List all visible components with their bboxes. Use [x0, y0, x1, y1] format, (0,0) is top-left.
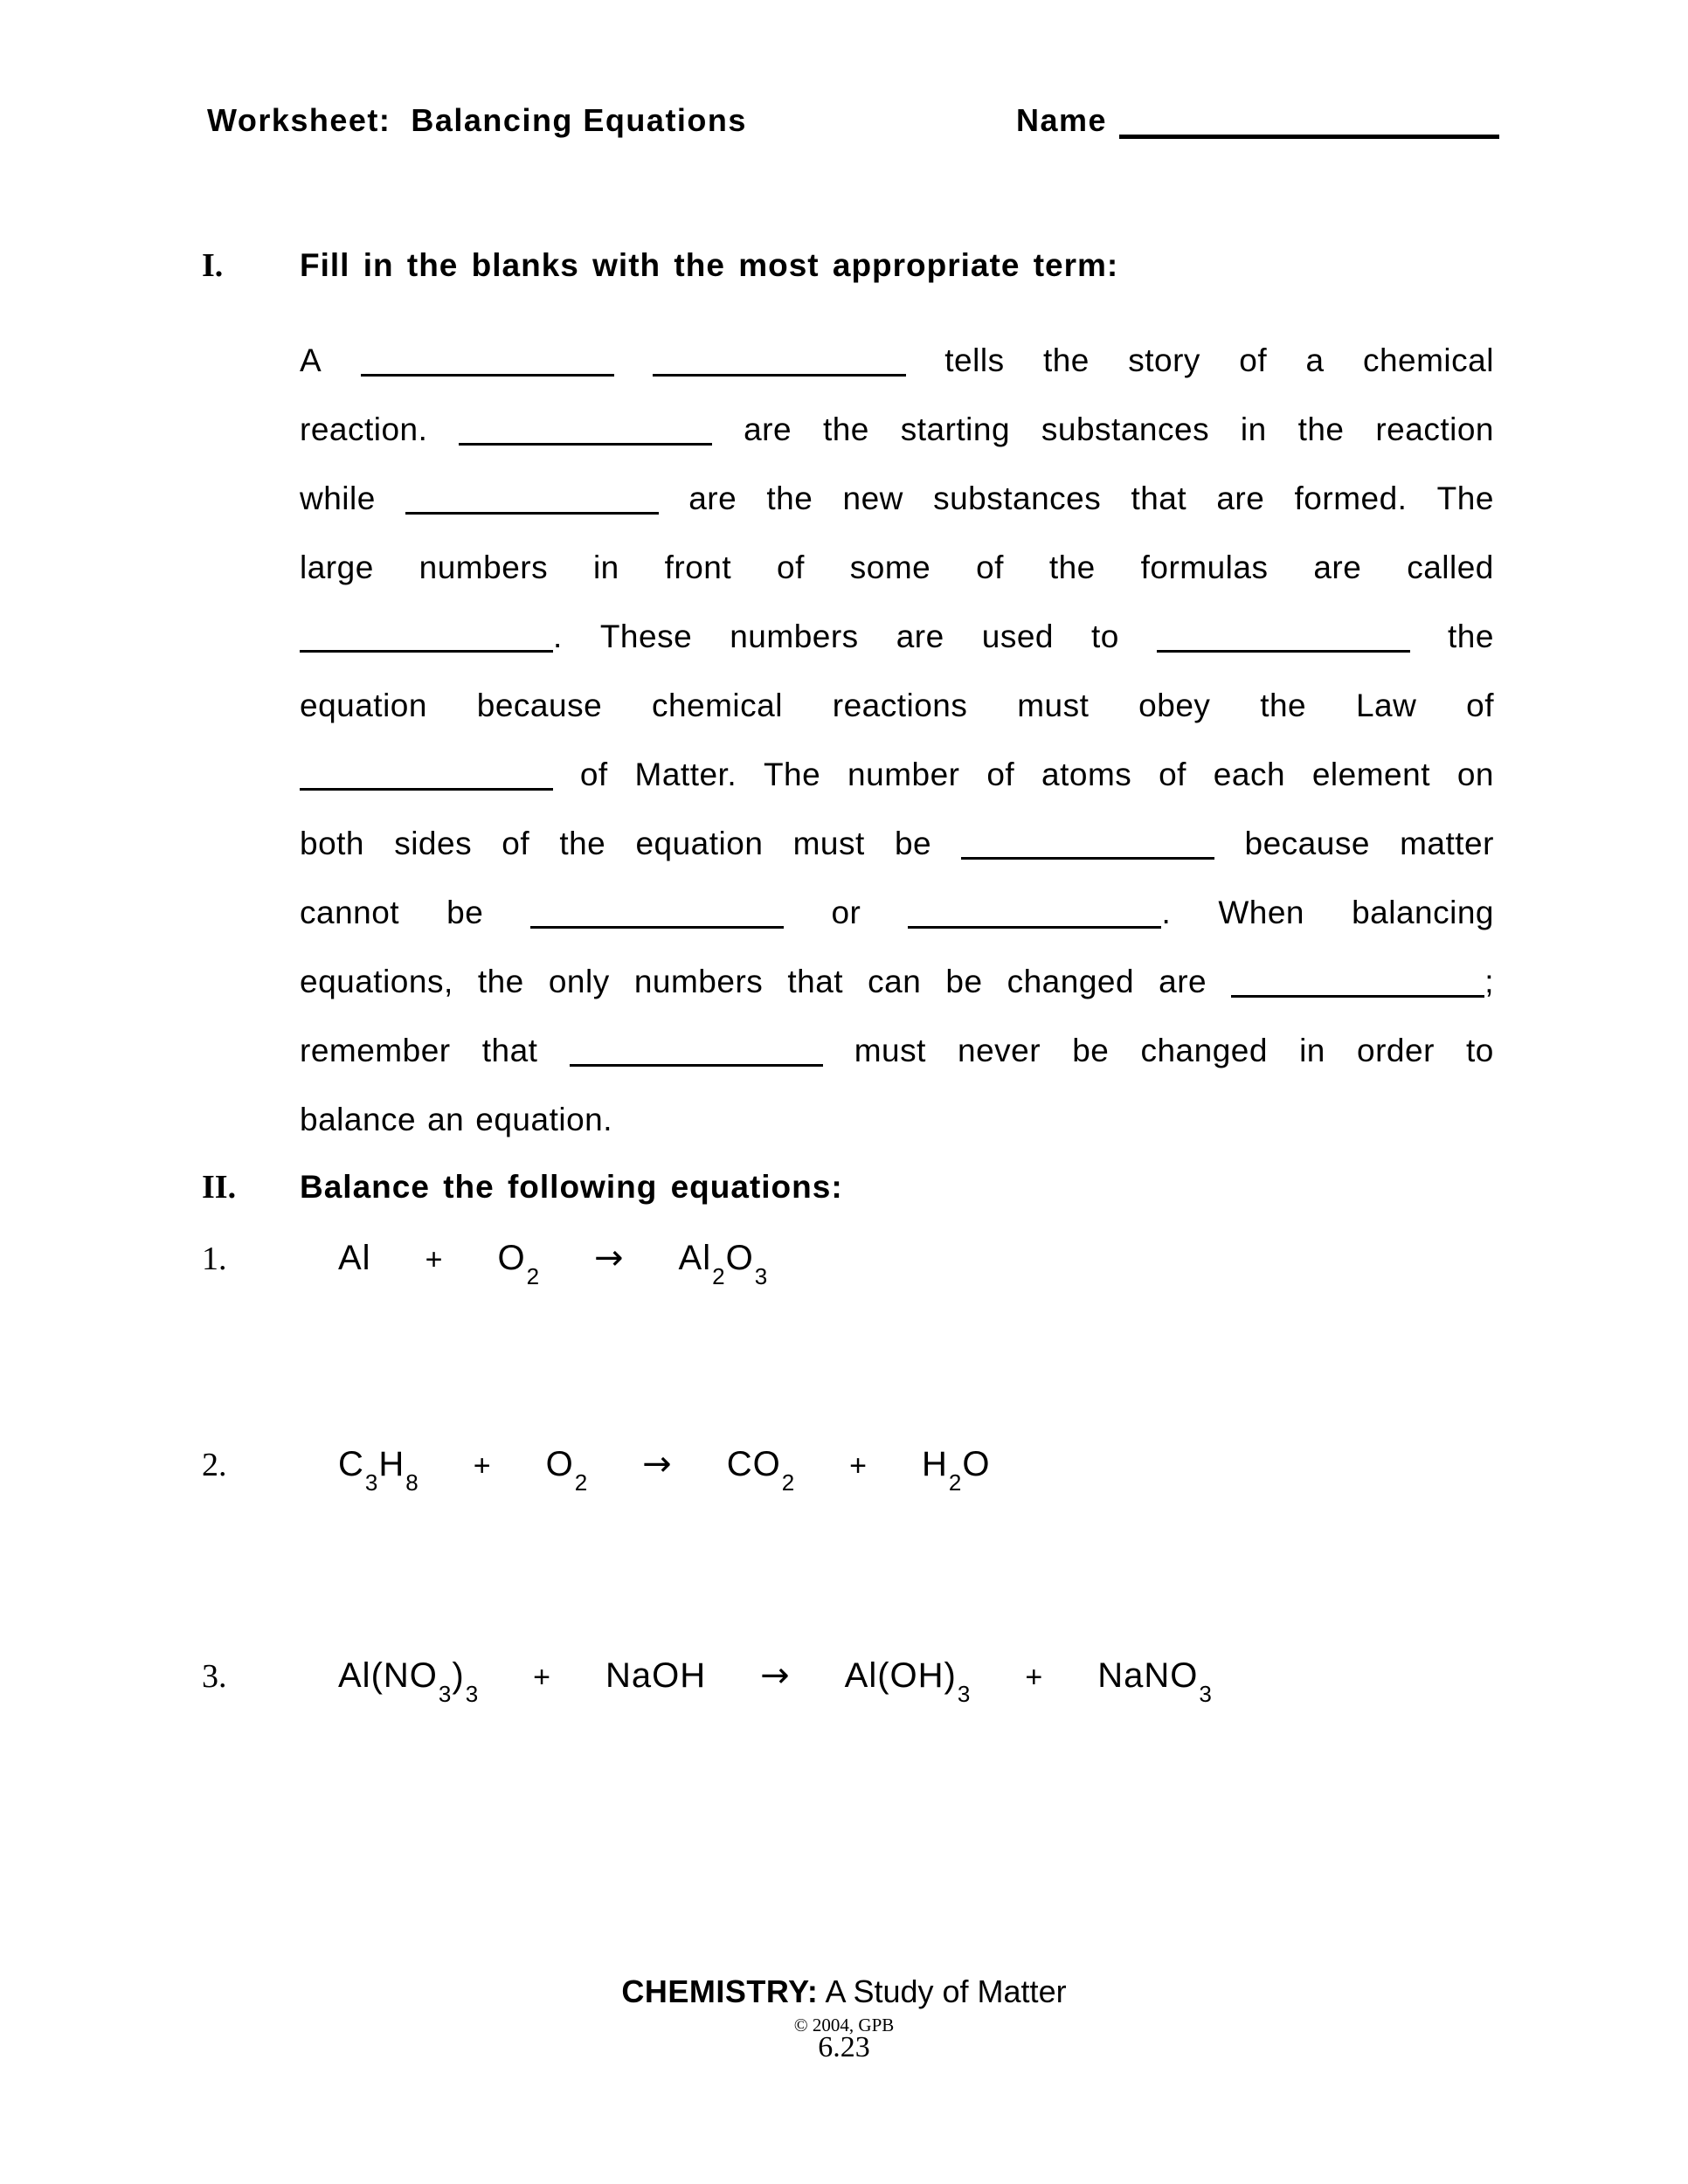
paragraph-line	[300, 1085, 1494, 1154]
word: of	[1466, 688, 1494, 723]
paragraph-line	[300, 464, 1494, 533]
word: that	[1131, 480, 1187, 516]
word: of	[976, 549, 1004, 585]
chem-formula: NaOH	[605, 1656, 707, 1695]
word: can	[868, 964, 922, 999]
equation-number: 1.	[202, 1241, 227, 1277]
word: be	[1072, 1033, 1110, 1068]
fill-in-paragraph	[300, 326, 1494, 1154]
equation-row	[202, 1238, 769, 1289]
word: atoms	[1041, 757, 1132, 792]
word: The	[763, 757, 821, 792]
word: be	[894, 826, 932, 861]
word: equations,	[300, 964, 453, 999]
word: are	[1216, 480, 1265, 516]
word: only	[548, 964, 610, 999]
word: of	[777, 549, 805, 585]
equation-number: 3.	[202, 1658, 227, 1695]
word: changed	[1140, 1033, 1268, 1068]
chem-formula: $Al(NO_3)_3$	[338, 1656, 480, 1707]
blank-field[interactable]	[1231, 995, 1484, 998]
word: numbers	[730, 619, 859, 654]
blank-field[interactable]	[300, 650, 553, 653]
section1-heading-row	[202, 249, 1118, 282]
word: substances	[1041, 411, 1210, 447]
word: the	[1042, 342, 1090, 378]
word: of	[986, 757, 1015, 792]
blank-with-punctuation	[1231, 947, 1494, 1016]
word: in	[592, 549, 619, 585]
blank-field[interactable]	[459, 443, 712, 446]
paragraph-line	[300, 602, 1494, 671]
section2-heading-row	[202, 1171, 843, 1204]
word: the	[477, 964, 524, 999]
name-blank-field[interactable]	[1119, 135, 1499, 139]
punctuation: .	[1161, 895, 1172, 930]
punctuation: .	[553, 619, 563, 654]
word: the	[1260, 688, 1307, 723]
word: chemical	[651, 688, 783, 723]
word: on	[1456, 757, 1494, 792]
word: equation.	[475, 1102, 613, 1137]
word: the	[1048, 549, 1096, 585]
chem-formula: $Al(OH)_3$	[844, 1656, 972, 1707]
word: or	[831, 895, 861, 930]
chem-formula: $C_3H_8$	[338, 1445, 419, 1496]
word: numbers	[633, 964, 764, 999]
word: story	[1128, 342, 1200, 378]
right-arrow-icon: →	[594, 1238, 625, 1278]
chem-formula: NaNO$_3$	[1097, 1656, 1213, 1707]
word: are	[1313, 549, 1362, 585]
word: order	[1357, 1033, 1435, 1068]
blank-field[interactable]	[908, 926, 1161, 929]
blank-with-punctuation	[908, 878, 1171, 947]
section1-numeral: I.	[202, 247, 224, 284]
plus-operator: +	[533, 1661, 552, 1694]
chem-formula: Al	[338, 1239, 371, 1277]
word: called	[1407, 549, 1494, 585]
footer-series-title-bold: CHEMISTRY:	[621, 1973, 819, 2009]
equation-tokens	[338, 1238, 769, 1289]
word: Matter.	[634, 757, 737, 792]
word: front	[664, 549, 732, 585]
right-arrow-icon: →	[760, 1655, 791, 1696]
equation-row	[202, 1655, 1213, 1707]
blank-field[interactable]	[300, 788, 553, 791]
word: remember	[300, 1033, 451, 1068]
word: new	[842, 480, 903, 516]
word: used	[981, 619, 1054, 654]
word: never	[958, 1033, 1041, 1068]
word: of	[1239, 342, 1268, 378]
equation-tokens	[338, 1444, 991, 1496]
word: are	[1159, 964, 1207, 999]
blank-with-punctuation	[300, 602, 563, 671]
word: both	[300, 826, 365, 861]
equation-row	[202, 1444, 991, 1496]
paragraph-line	[300, 326, 1494, 395]
word: in	[1299, 1033, 1325, 1068]
word: changed	[1007, 964, 1135, 999]
equation-tokens	[338, 1655, 1213, 1707]
word: sides	[394, 826, 473, 861]
word: A	[300, 342, 322, 378]
plus-operator: +	[1025, 1661, 1044, 1694]
word: must	[854, 1033, 926, 1068]
word: numbers	[419, 549, 549, 585]
word: starting	[900, 411, 1011, 447]
word: the	[559, 826, 606, 861]
word: large	[300, 549, 374, 585]
footer-series-title	[0, 1973, 1688, 2009]
word: that	[481, 1033, 538, 1068]
word: an	[427, 1102, 465, 1137]
word: of	[1159, 757, 1186, 792]
word: the	[822, 411, 869, 447]
chem-formula: $CO_2$	[726, 1445, 796, 1496]
word: reaction.	[300, 411, 428, 447]
word: balancing	[1352, 895, 1494, 930]
word: some	[849, 549, 931, 585]
punctuation: ;	[1484, 964, 1494, 999]
word: equation	[300, 688, 427, 723]
paragraph-line	[300, 947, 1494, 1016]
word: a	[1305, 342, 1325, 378]
chem-formula: $O_2$	[497, 1239, 541, 1289]
word: while	[300, 480, 376, 516]
name-label: Name	[1016, 102, 1108, 138]
word: must	[1017, 688, 1090, 723]
word: because	[476, 688, 603, 723]
word: of	[502, 826, 530, 861]
word: of	[579, 757, 608, 792]
word: to	[1466, 1033, 1494, 1068]
word: be	[446, 895, 484, 930]
word: When	[1218, 895, 1304, 930]
word: must	[792, 826, 865, 861]
paragraph-line	[300, 533, 1494, 602]
word: The	[1436, 480, 1494, 516]
word: be	[945, 964, 983, 999]
word: obey	[1138, 688, 1211, 723]
blank-field[interactable]	[361, 374, 614, 377]
word: tells	[944, 342, 1005, 378]
word: matter	[1400, 826, 1494, 861]
paragraph-line	[300, 878, 1494, 947]
section2-numeral: II.	[202, 1169, 237, 1206]
paragraph-line	[300, 740, 1494, 809]
word: that	[787, 964, 844, 999]
blank-field[interactable]	[570, 1064, 823, 1067]
blank-field[interactable]	[961, 857, 1214, 860]
word: each	[1213, 757, 1286, 792]
paragraph-line	[300, 395, 1494, 464]
chem-formula: $H_2O$	[922, 1445, 991, 1496]
section2-heading: Balance the following equations:	[300, 1169, 843, 1205]
word: the	[766, 480, 813, 516]
equation-number: 2.	[202, 1447, 227, 1483]
word: chemical	[1362, 342, 1494, 378]
word: Law	[1355, 688, 1417, 723]
footer-page-number: 6.23	[818, 2031, 870, 2063]
word: because	[1244, 826, 1370, 861]
blank-field[interactable]	[405, 512, 659, 515]
plus-operator: +	[425, 1243, 444, 1276]
paragraph-line	[300, 1016, 1494, 1085]
section1-heading: Fill in the blanks with the most appropriate term:	[300, 247, 1119, 283]
plus-operator: +	[473, 1449, 492, 1482]
plus-operator: +	[849, 1449, 868, 1482]
blank-field[interactable]	[653, 374, 906, 377]
footer-series-title-rest: A Study of Matter	[818, 1973, 1067, 2009]
word: to	[1091, 619, 1119, 654]
paragraph-line	[300, 671, 1494, 740]
chem-formula: $Al_2O_3$	[678, 1239, 769, 1289]
paragraph-line	[300, 809, 1494, 878]
word: cannot	[300, 895, 400, 930]
chem-formula: $O_2$	[545, 1445, 589, 1496]
word: reaction	[1375, 411, 1494, 447]
word: are	[688, 480, 737, 516]
blank-field[interactable]	[1157, 650, 1410, 653]
worksheet-title: Worksheet: Balancing Equations	[207, 102, 747, 138]
footer-copyright: © 2004, GPB	[793, 2015, 895, 2035]
word: formed.	[1294, 480, 1408, 516]
word: are	[744, 411, 792, 447]
word: the	[1447, 619, 1494, 654]
blank-field[interactable]	[530, 926, 784, 929]
word: equation	[635, 826, 764, 861]
word: number	[847, 757, 960, 792]
word: in	[1240, 411, 1267, 447]
word: balance	[300, 1102, 417, 1137]
word: reactions	[832, 688, 968, 723]
right-arrow-icon: →	[642, 1444, 673, 1484]
word: substances	[933, 480, 1102, 516]
word: element	[1311, 757, 1430, 792]
word: are	[896, 619, 944, 654]
word: the	[1297, 411, 1345, 447]
word: These	[599, 619, 693, 654]
word: formulas	[1140, 549, 1269, 585]
